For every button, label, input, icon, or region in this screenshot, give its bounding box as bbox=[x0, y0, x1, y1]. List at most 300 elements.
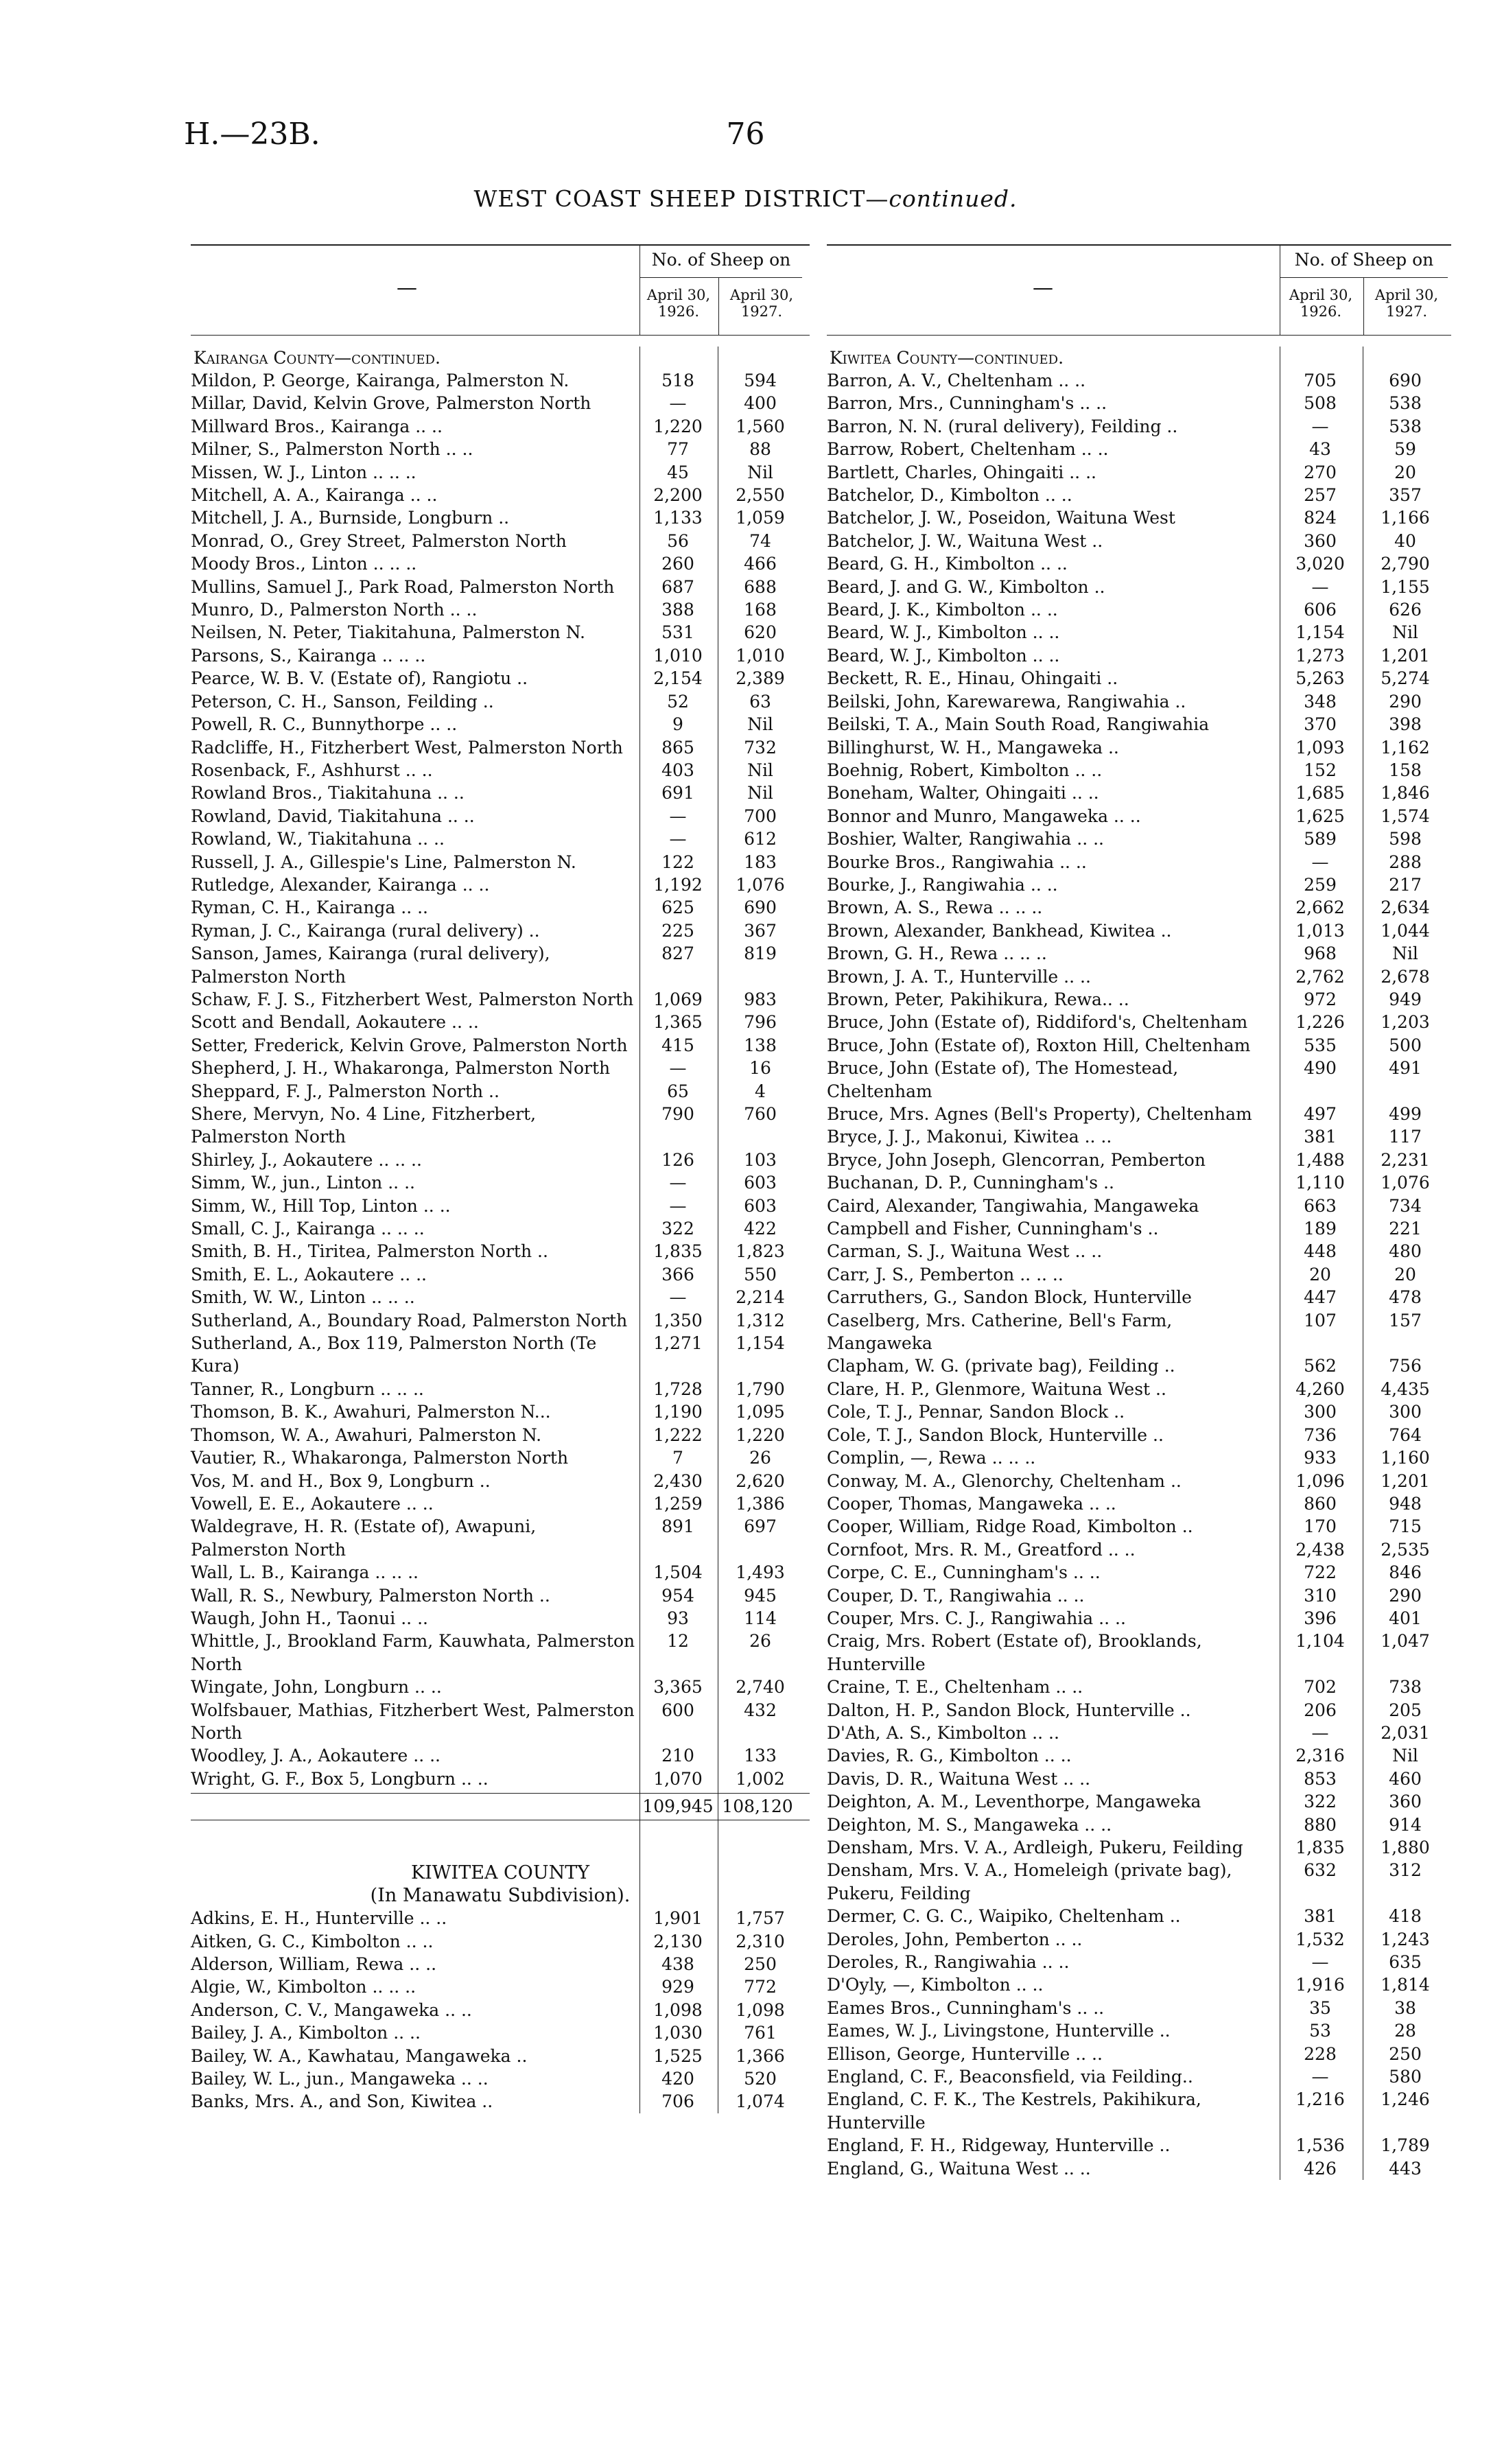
table-row bbox=[827, 1859, 1451, 1905]
sheep-1926: 20 bbox=[1309, 1264, 1331, 1284]
sheep-1927: 1,047 bbox=[1381, 1631, 1430, 1652]
owner-name: Anderson, C. V., Mangaweka .. .. bbox=[191, 1999, 472, 2020]
sheep-1926: 396 bbox=[1304, 1608, 1337, 1628]
table-row bbox=[827, 576, 1451, 598]
owner-name: Munro, D., Palmerston North .. .. bbox=[191, 600, 478, 620]
sheep-1927: 103 bbox=[744, 1149, 777, 1170]
sheep-1927: 158 bbox=[1389, 760, 1422, 780]
sheep-1926: 1,133 bbox=[653, 508, 703, 528]
owner-name: Schaw, F. J. S., Fitzherbert West, Palmerston North bbox=[191, 989, 634, 1009]
owner-name: Wolfsbauer, Mathias, Fitzherbert West, Palmerston North bbox=[191, 1700, 635, 1743]
sheep-1927: 846 bbox=[1389, 1562, 1422, 1583]
owner-name: Cole, T. J., Sandon Block, Hunterville .. bbox=[827, 1424, 1164, 1445]
left-table bbox=[191, 244, 810, 2113]
sheep-1926: 535 bbox=[1304, 1035, 1337, 1055]
total-row bbox=[191, 1793, 810, 1820]
sheep-1926: 270 bbox=[1304, 462, 1337, 482]
sheep-1927: 697 bbox=[744, 1516, 777, 1537]
page-number: 76 bbox=[726, 117, 765, 152]
sheep-1927: 221 bbox=[1389, 1219, 1422, 1239]
owner-name: Bailey, W. A., Kawhatau, Mangaweka .. bbox=[191, 2045, 528, 2066]
owner-name: Smith, B. H., Tiritea, Palmerston North .. bbox=[191, 1241, 548, 1262]
owner-name: Bruce, John (Estate of), The Homestead, Cheltenham bbox=[827, 1058, 1179, 1101]
owner-name: Dermer, C. G. C., Waipiko, Cheltenham .. bbox=[827, 1906, 1181, 1927]
sheep-1927: 2,678 bbox=[1381, 966, 1430, 987]
sheep-1926: — bbox=[669, 393, 687, 414]
owner-name: Buchanan, D. P., Cunningham's .. bbox=[827, 1173, 1114, 1193]
sheep-1927: 400 bbox=[744, 393, 777, 414]
table-row bbox=[827, 690, 1451, 713]
sheep-1927: 1,246 bbox=[1381, 2089, 1430, 2110]
sheep-1926: 1,010 bbox=[653, 645, 703, 666]
table-row bbox=[827, 667, 1451, 690]
owner-name: Davies, R. G., Kimbolton .. .. bbox=[827, 1746, 1072, 1766]
sheep-1926: 415 bbox=[661, 1035, 694, 1055]
table-row bbox=[827, 1309, 1451, 1355]
owner-name: Beckett, R. E., Hinau, Ohingaiti .. bbox=[827, 668, 1118, 689]
sheep-1927: 2,550 bbox=[736, 485, 785, 506]
owner-name: Bartlett, Charles, Ohingaiti .. .. bbox=[827, 462, 1096, 482]
table-row bbox=[191, 530, 810, 552]
table-row bbox=[191, 690, 810, 713]
sheep-1926: 705 bbox=[1304, 371, 1337, 390]
owner-name: Bonnor and Munro, Mangaweka .. .. bbox=[827, 806, 1141, 826]
sheep-1926: 1,192 bbox=[653, 874, 703, 895]
owner-name: Complin, —, Rewa .. .. .. bbox=[827, 1448, 1036, 1468]
sheep-1927: 2,310 bbox=[736, 1931, 785, 1951]
table-row bbox=[827, 1836, 1451, 1859]
table-row bbox=[191, 1584, 810, 1607]
owner-name: Waugh, John H., Taonui .. .. bbox=[191, 1608, 428, 1628]
sheep-1927: 133 bbox=[744, 1746, 777, 1766]
table-row bbox=[827, 713, 1451, 736]
sheep-1927: 114 bbox=[744, 1608, 777, 1628]
table-row bbox=[191, 1446, 810, 1469]
table-row bbox=[827, 1125, 1451, 1148]
sheep-1926: 1,273 bbox=[1295, 645, 1345, 666]
header-dash: — bbox=[1033, 276, 1053, 300]
sheep-1927: 26 bbox=[749, 1631, 771, 1652]
sheep-1926: 490 bbox=[1304, 1058, 1337, 1079]
col-1926-label: April 30, 1926. bbox=[1289, 287, 1353, 320]
sheep-1926: — bbox=[669, 1195, 687, 1216]
owner-name: Boshier, Walter, Rangiwahia .. .. bbox=[827, 829, 1104, 849]
group-label: No. of Sheep on bbox=[651, 250, 791, 270]
sheep-1926: 606 bbox=[1304, 600, 1337, 620]
sheep-1926: 43 bbox=[1309, 439, 1331, 460]
owner-name: Craig, Mrs. Robert (Estate of), Brooklands, Hunterville bbox=[827, 1631, 1202, 1674]
sheep-1927: 1,203 bbox=[1381, 1012, 1430, 1033]
sheep-1926: 206 bbox=[1304, 1700, 1337, 1720]
sheep-1927: 38 bbox=[1394, 1997, 1416, 2018]
sheep-1927: 1,155 bbox=[1381, 576, 1430, 597]
owner-name: Wall, L. B., Kairanga .. .. .. bbox=[191, 1562, 419, 1583]
sheep-1927: Nil bbox=[747, 714, 773, 735]
sheep-1927: 288 bbox=[1389, 852, 1422, 872]
sheep-1926: 1,916 bbox=[1295, 1975, 1345, 1995]
table-row bbox=[827, 1768, 1451, 1790]
sheep-1927: 1,574 bbox=[1381, 806, 1430, 826]
sheep-1927: 16 bbox=[749, 1058, 771, 1079]
sheep-1927: 603 bbox=[744, 1173, 777, 1193]
table-row bbox=[191, 736, 810, 759]
col-1927-label: April 30, 1927. bbox=[729, 287, 794, 320]
owner-name: Deroles, R., Rangiwahia .. .. bbox=[827, 1952, 1070, 1973]
table-row bbox=[827, 1790, 1451, 1813]
owner-name: Bruce, John (Estate of), Riddiford's, Cheltenham bbox=[827, 1012, 1248, 1033]
owner-name: Sutherland, A., Boundary Road, Palmerston North bbox=[191, 1310, 628, 1330]
owner-name: D'Oyly, —, Kimbolton .. .. bbox=[827, 1975, 1044, 1995]
owner-name: Carr, J. S., Pemberton .. .. .. bbox=[827, 1264, 1064, 1284]
sheep-1926: 259 bbox=[1304, 874, 1337, 895]
table-row bbox=[827, 2088, 1451, 2134]
table-row bbox=[191, 621, 810, 644]
sheep-1926: 880 bbox=[1304, 1814, 1337, 1835]
sheep-1927: 1,312 bbox=[736, 1310, 785, 1330]
table-row bbox=[191, 2067, 810, 2090]
owner-name: Vos, M. and H., Box 9, Longburn .. bbox=[191, 1470, 491, 1491]
sheep-1927: 550 bbox=[744, 1264, 777, 1284]
sheep-1927: 620 bbox=[744, 622, 777, 643]
owner-name: England, G., Waituna West .. .. bbox=[827, 2158, 1091, 2179]
sheep-1926: 122 bbox=[661, 852, 694, 872]
sheep-1927: 949 bbox=[1389, 989, 1422, 1009]
sheep-1926: — bbox=[669, 1058, 687, 1079]
owner-name: Ellison, George, Hunterville .. .. bbox=[827, 2043, 1103, 2064]
owner-name: Couper, Mrs. C. J., Rangiwahia .. .. bbox=[827, 1608, 1126, 1628]
owner-name: Carruthers, G., Sandon Block, Hunterville bbox=[827, 1287, 1192, 1308]
sheep-1927: 2,740 bbox=[736, 1677, 785, 1698]
sheep-1927: 603 bbox=[744, 1195, 777, 1216]
table-row bbox=[827, 1951, 1451, 1973]
sheep-1927: Nil bbox=[747, 760, 773, 780]
sheep-1926: 426 bbox=[1304, 2158, 1337, 2179]
table-row bbox=[827, 736, 1451, 759]
owner-name: Wright, G. F., Box 5, Longburn .. .. bbox=[191, 1768, 489, 1789]
owner-name: Scott and Bendall, Aokautere .. .. bbox=[191, 1012, 479, 1033]
sheep-1926: 929 bbox=[661, 1977, 694, 1997]
owner-name: Bourke Bros., Rangiwahia .. .. bbox=[827, 852, 1087, 872]
sheep-1926: 827 bbox=[661, 943, 694, 964]
sheep-1926: 93 bbox=[667, 1608, 689, 1628]
table-row bbox=[827, 1561, 1451, 1584]
sheep-1926: 562 bbox=[1304, 1356, 1337, 1376]
sheep-1926: 691 bbox=[661, 783, 694, 803]
table-row bbox=[191, 2090, 810, 2113]
header-dash: — bbox=[397, 276, 417, 300]
table-row bbox=[191, 461, 810, 484]
table-row bbox=[191, 1034, 810, 1057]
owner-name: Pearce, W. B. V. (Estate of), Rangiotu .. bbox=[191, 668, 528, 689]
table-row bbox=[191, 1999, 810, 2021]
owner-name: Beard, J. K., Kimbolton .. .. bbox=[827, 600, 1058, 620]
table-row bbox=[827, 1057, 1451, 1103]
owner-name: Caselberg, Mrs. Catherine, Bell's Farm, Mangaweka bbox=[827, 1310, 1173, 1354]
sheep-1926: 1,110 bbox=[1295, 1173, 1345, 1193]
sheep-1927: 2,231 bbox=[1381, 1149, 1430, 1170]
table-row bbox=[191, 1309, 810, 1332]
sheep-1927: 1,789 bbox=[1381, 2135, 1430, 2156]
table-row bbox=[827, 598, 1451, 621]
sheep-1926: — bbox=[1311, 1952, 1329, 1973]
sheep-1926: 322 bbox=[661, 1219, 694, 1239]
table-row bbox=[191, 1263, 810, 1286]
owner-name: Deighton, M. S., Mangaweka .. .. bbox=[827, 1814, 1112, 1835]
owner-name: Millward Bros., Kairanga .. .. bbox=[191, 416, 443, 436]
table-row bbox=[827, 1354, 1451, 1377]
sheep-1927: 401 bbox=[1389, 1608, 1422, 1628]
sheep-1927: 168 bbox=[744, 600, 777, 620]
sheep-1927: 538 bbox=[1389, 416, 1422, 436]
sheep-1926: 447 bbox=[1304, 1287, 1337, 1308]
sheep-1927: 4 bbox=[755, 1081, 766, 1101]
owner-name: Moody Bros., Linton .. .. .. bbox=[191, 554, 417, 574]
table-row bbox=[827, 851, 1451, 873]
owner-name: Deroles, John, Pemberton .. .. bbox=[827, 1929, 1083, 1949]
sheep-1926: — bbox=[669, 829, 687, 849]
sheep-1927: 500 bbox=[1389, 1035, 1422, 1055]
table-row bbox=[827, 1744, 1451, 1767]
sheep-1927: 250 bbox=[744, 1954, 777, 1974]
sheep-1927: 491 bbox=[1389, 1058, 1422, 1079]
table-row bbox=[191, 1424, 810, 1446]
owner-name: Cornfoot, Mrs. R. M., Greatford .. .. bbox=[827, 1539, 1136, 1560]
sheep-1926: 589 bbox=[1304, 829, 1337, 849]
sheep-1926: 438 bbox=[661, 1954, 694, 1974]
sheep-1927: 418 bbox=[1389, 1906, 1422, 1927]
table-row bbox=[827, 873, 1451, 896]
sheep-1926: 381 bbox=[1304, 1127, 1337, 1147]
sheep-1927: 1,386 bbox=[736, 1493, 785, 1514]
sheep-1927: 1,010 bbox=[736, 645, 785, 666]
sheep-1926: 1,350 bbox=[653, 1310, 703, 1330]
sheep-1927: 2,790 bbox=[1381, 554, 1430, 574]
table-row bbox=[191, 552, 810, 575]
sheep-1926: 1,104 bbox=[1295, 1631, 1345, 1652]
table-row bbox=[827, 1973, 1451, 1996]
sheep-1926: 152 bbox=[1304, 760, 1337, 780]
table-row bbox=[191, 1103, 810, 1149]
sheep-1926: 300 bbox=[1304, 1402, 1337, 1422]
owner-name: Aitken, G. C., Kimbolton .. .. bbox=[191, 1931, 434, 1951]
sheep-1927: 538 bbox=[1389, 393, 1422, 414]
table-row bbox=[191, 2045, 810, 2067]
owner-name: Algie, W., Kimbolton .. .. .. bbox=[191, 1977, 416, 1997]
table-row bbox=[191, 1744, 810, 1767]
table-row bbox=[191, 1699, 810, 1745]
owner-name: Deighton, A. M., Leventhorpe, Mangaweka bbox=[827, 1792, 1201, 1812]
sheep-1926: 366 bbox=[661, 1264, 694, 1284]
table-row bbox=[191, 1930, 810, 1953]
sheep-1926: 381 bbox=[1304, 1906, 1337, 1927]
owner-name: Batchelor, J. W., Waituna West .. bbox=[827, 530, 1103, 551]
owner-name: Whittle, J., Brookland Farm, Kauwhata, Palmerston North bbox=[191, 1631, 635, 1674]
sheep-1926: 1,532 bbox=[1295, 1929, 1345, 1949]
table-row bbox=[827, 2134, 1451, 2157]
owner-name: Wall, R. S., Newbury, Palmerston North .. bbox=[191, 1585, 550, 1606]
sheep-1926: 1,835 bbox=[653, 1241, 703, 1262]
sheep-1926: 4,260 bbox=[1295, 1378, 1345, 1399]
sheep-1926: 225 bbox=[661, 920, 694, 941]
owner-name: Beard, W. J., Kimbolton .. .. bbox=[827, 645, 1060, 666]
left-table-header bbox=[191, 244, 810, 336]
sheep-1926: 1,685 bbox=[1295, 783, 1345, 803]
sheep-1927: 688 bbox=[744, 576, 777, 597]
sheep-1927: 138 bbox=[744, 1035, 777, 1055]
sheep-1927: 460 bbox=[1389, 1768, 1422, 1789]
owner-name: Batchelor, J. W., Poseidon, Waituna West bbox=[827, 508, 1175, 528]
sheep-1926: 1,220 bbox=[653, 416, 703, 436]
owner-name: Clare, H. P., Glenmore, Waituna West .. bbox=[827, 1378, 1166, 1399]
owner-name: Ryman, J. C., Kairanga (rural delivery) .. bbox=[191, 920, 540, 941]
table-row bbox=[191, 576, 810, 598]
sheep-1926: 632 bbox=[1304, 1860, 1337, 1881]
owner-name: Bailey, W. L., jun., Mangaweka .. .. bbox=[191, 2069, 489, 2089]
sheep-1927: 40 bbox=[1394, 530, 1416, 551]
owner-name: Rowland, W., Tiakitahuna .. .. bbox=[191, 829, 445, 849]
table-row bbox=[191, 506, 810, 529]
sheep-1927: 1,823 bbox=[736, 1241, 785, 1262]
owner-name: Brown, Alexander, Bankhead, Kiwitea .. bbox=[827, 920, 1172, 941]
sheep-1926: 257 bbox=[1304, 485, 1337, 506]
table-row bbox=[191, 873, 810, 896]
table-row bbox=[827, 621, 1451, 644]
owner-name: Bryce, John Joseph, Glencorran, Pemberton bbox=[827, 1149, 1206, 1170]
sheep-1927: 945 bbox=[744, 1585, 777, 1606]
table-row bbox=[827, 1722, 1451, 1744]
table-row bbox=[827, 942, 1451, 965]
table-row bbox=[827, 1103, 1451, 1125]
table-row bbox=[191, 484, 810, 506]
sheep-1927: 764 bbox=[1389, 1424, 1422, 1445]
sheep-1927: 1,757 bbox=[736, 1908, 785, 1929]
sheep-1926: 865 bbox=[661, 737, 694, 758]
sheep-1927: 357 bbox=[1389, 485, 1422, 506]
table-row bbox=[191, 1630, 810, 1676]
owner-name: Banks, Mrs. A., and Son, Kiwitea .. bbox=[191, 2091, 493, 2112]
sheep-1926: — bbox=[669, 806, 687, 826]
section-heading: Kiwitea County—continued. bbox=[830, 348, 1064, 368]
sheep-1926: 448 bbox=[1304, 1241, 1337, 1262]
table-row bbox=[191, 1768, 810, 1790]
sheep-1927: 499 bbox=[1389, 1104, 1422, 1124]
table-row bbox=[827, 828, 1451, 850]
sheep-1927: 635 bbox=[1389, 1952, 1422, 1973]
sheep-1927: 914 bbox=[1389, 1814, 1422, 1835]
sheep-1926: 2,762 bbox=[1295, 966, 1345, 987]
owner-name: Woodley, J. A., Aokautere .. .. bbox=[191, 1746, 441, 1766]
owner-name: Boehnig, Robert, Kimbolton .. .. bbox=[827, 760, 1103, 780]
sheep-1926: 348 bbox=[1304, 691, 1337, 712]
sheep-1926: 322 bbox=[1304, 1792, 1337, 1812]
owner-name: Mitchell, J. A., Burnside, Longburn .. bbox=[191, 508, 510, 528]
table-row bbox=[827, 1515, 1451, 1538]
owner-name: Bryce, J. J., Makonui, Kiwitea .. .. bbox=[827, 1127, 1112, 1147]
sheep-1927: 1,814 bbox=[1381, 1975, 1430, 1995]
sheep-1927: 1,220 bbox=[736, 1424, 785, 1445]
sheep-1926: 1,504 bbox=[653, 1562, 703, 1583]
sheep-1926: 933 bbox=[1304, 1448, 1337, 1468]
table-row bbox=[191, 369, 810, 392]
sheep-1927: 290 bbox=[1389, 1585, 1422, 1606]
sheep-1926: — bbox=[1311, 576, 1329, 597]
sheep-1926: 260 bbox=[661, 554, 694, 574]
sheep-1926: 1,190 bbox=[653, 1402, 703, 1422]
sheep-1926: 1,365 bbox=[653, 1012, 703, 1033]
table-row bbox=[827, 1997, 1451, 2019]
table-row bbox=[191, 1953, 810, 1975]
sheep-1927: 1,560 bbox=[736, 416, 785, 436]
sheep-1927: 300 bbox=[1389, 1402, 1422, 1422]
table-row bbox=[191, 1286, 810, 1309]
table-row bbox=[827, 1699, 1451, 1722]
sheep-1926: 360 bbox=[1304, 530, 1337, 551]
table-row bbox=[827, 1676, 1451, 1698]
owner-name: Thomson, W. A., Awahuri, Palmerston N. bbox=[191, 1424, 542, 1445]
sheep-1926: — bbox=[669, 1173, 687, 1193]
table-row bbox=[827, 1240, 1451, 1263]
sheep-1927: 422 bbox=[744, 1219, 777, 1239]
owner-name: Tanner, R., Longburn .. .. .. bbox=[191, 1378, 424, 1399]
sheep-1926: 45 bbox=[667, 462, 689, 482]
section-heading-kiwitea: KIWITEA COUNTY bbox=[410, 1862, 590, 1884]
sheep-1927: 690 bbox=[744, 897, 777, 918]
table-row bbox=[191, 392, 810, 414]
owner-name: Missen, W. J., Linton .. .. .. bbox=[191, 462, 416, 482]
sheep-1926: 56 bbox=[667, 530, 689, 551]
table-row bbox=[827, 1492, 1451, 1515]
sheep-1927: 598 bbox=[1389, 829, 1422, 849]
sheep-1927: 1,201 bbox=[1381, 1470, 1430, 1491]
table-row bbox=[827, 392, 1451, 414]
sheep-1926: 228 bbox=[1304, 2043, 1337, 2064]
table-row bbox=[191, 1400, 810, 1423]
sheep-1927: 250 bbox=[1389, 2043, 1422, 2064]
owner-name: Smith, W. W., Linton .. .. .. bbox=[191, 1287, 415, 1308]
owner-name: D'Ath, A. S., Kimbolton .. .. bbox=[827, 1722, 1059, 1743]
table-row bbox=[191, 1470, 810, 1492]
owner-name: Vautier, R., Whakaronga, Palmerston North bbox=[191, 1448, 569, 1468]
owner-name: Davis, D. R., Waituna West .. .. bbox=[827, 1768, 1091, 1789]
section-heading: Kairanga County—continued. bbox=[193, 348, 441, 368]
sheep-1926: 860 bbox=[1304, 1493, 1337, 1514]
sheep-1927: 183 bbox=[744, 852, 777, 872]
owner-name: Simm, W., Hill Top, Linton .. .. bbox=[191, 1195, 451, 1216]
owner-name: Conway, M. A., Glenorchy, Cheltenham .. bbox=[827, 1470, 1182, 1491]
sheep-1927: 2,620 bbox=[736, 1470, 785, 1491]
sheep-1927: 1,095 bbox=[736, 1402, 785, 1422]
owner-name: Batchelor, D., Kimbolton .. .. bbox=[827, 485, 1072, 506]
sheep-1927: 520 bbox=[744, 2069, 777, 2089]
table-row bbox=[827, 1011, 1451, 1033]
sheep-1926: 2,130 bbox=[653, 1931, 703, 1951]
sheep-1926: 2,430 bbox=[653, 1470, 703, 1491]
sheep-1927: 466 bbox=[744, 554, 777, 574]
sheep-1926: 170 bbox=[1304, 1516, 1337, 1537]
sheep-1927: 594 bbox=[744, 371, 777, 390]
sheep-1926: 1,093 bbox=[1295, 737, 1345, 758]
table-row bbox=[827, 919, 1451, 942]
sheep-1927: 2,214 bbox=[736, 1287, 785, 1308]
owner-name: Peterson, C. H., Sanson, Feilding .. bbox=[191, 691, 494, 712]
sheep-1926: 600 bbox=[661, 1700, 694, 1720]
table-row bbox=[827, 1538, 1451, 1561]
table-row bbox=[827, 438, 1451, 460]
sheep-1926: 65 bbox=[667, 1081, 689, 1101]
owner-name: Rosenback, F., Ashhurst .. .. bbox=[191, 760, 433, 780]
table-row bbox=[827, 1424, 1451, 1446]
sheep-1927: 398 bbox=[1389, 714, 1422, 735]
